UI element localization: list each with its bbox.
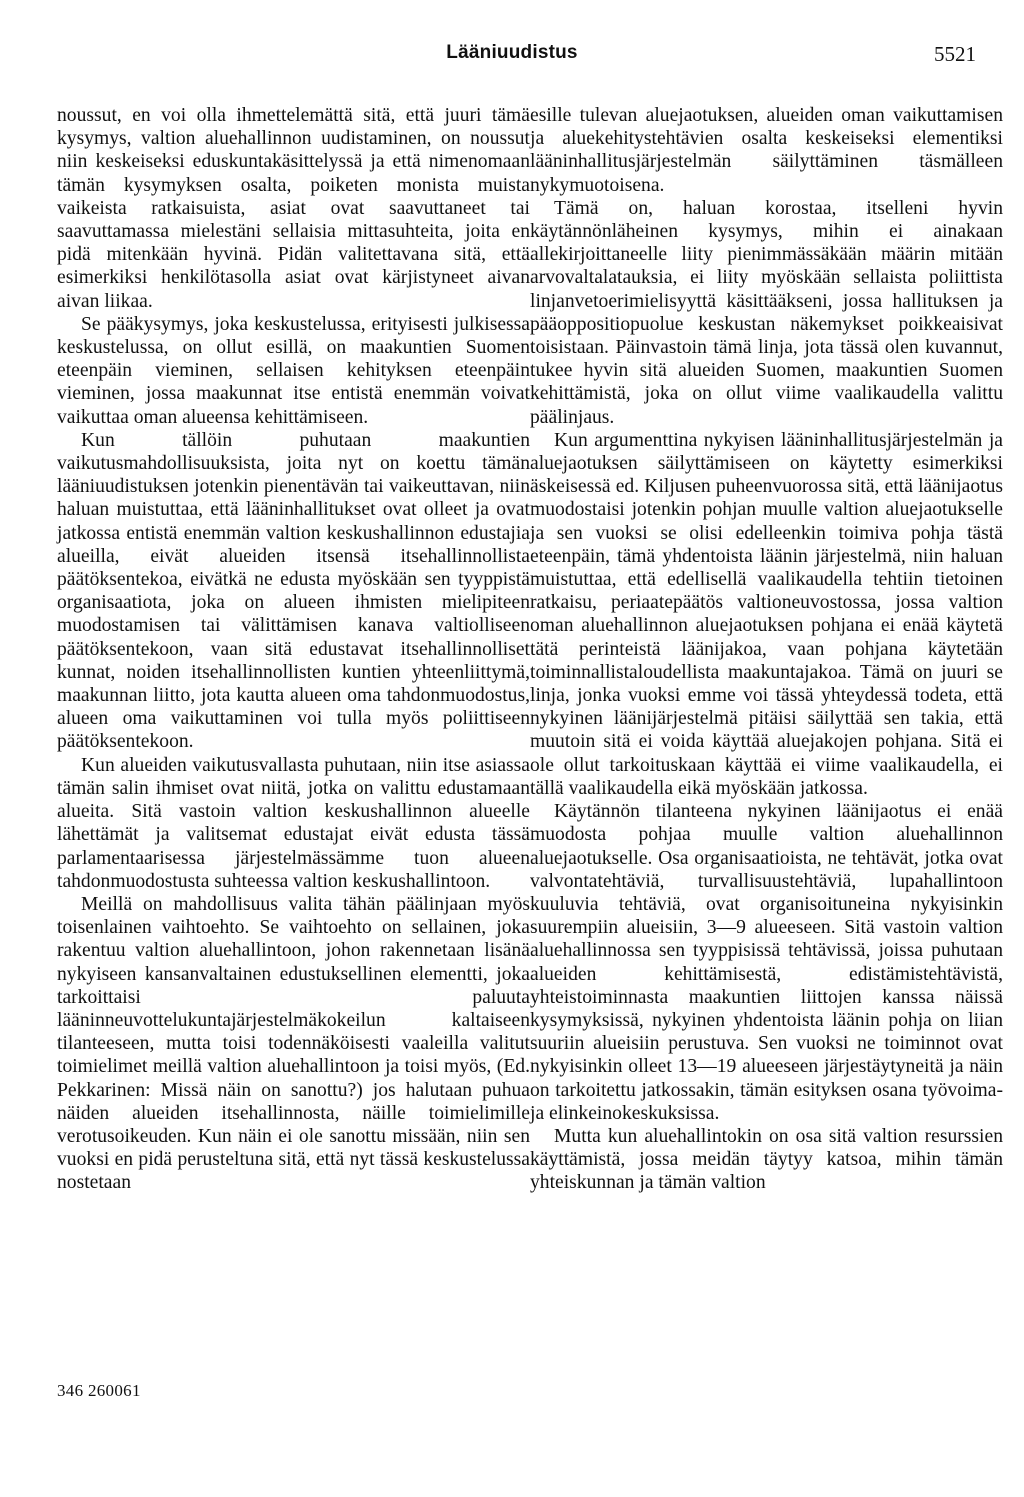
paragraph: esille tulevan aluejaotuksen, alueiden oman vaikuttamisen ja aluekehitystehtävien osalta keskeiseksi elementiksi lääninhallitusjärjestelmän säilyttäminen täsmälleen nykymuotoisena. [530, 105, 1003, 196]
right-column [530, 104, 1003, 1195]
paragraph: Käytännön tilanteena nykyinen läänijaotus ei enää muodosta pohjaa muulle valtion aluehallinnon aluejaotukselle. Osa organisaatioista, ne tehtävät, jotka ovat valvontatehtäviä, turvallisuustehtäviä, lupahallintoon kuuluvia tehtäviä, ovat organisoituneina nykyisinkin suurempiin alueisiin, 3—9 alueeseen. Sitä vastoin valtion aluehallinnossa sen tyyppisissä tehtävissä, joissa puhutaan alueiden kehittämisestä, edistämistehtävistä, yhteistoiminnasta maakuntien liittojen kanssa näissä kysymyksissä, nykyinen yhdentoista läänin pohja on liian suuriin alueisiin perustuva. Sen vuoksi ne toiminnot ovat nykyisinkin olleet 13—19 alueeseen järjestäytyneitä ja näin on tarkoitettu jatkossakin, tämän esityksen osana työvoima- ja elinkeinokeskuksissa. [530, 801, 1003, 1124]
page-number: 5521 [934, 42, 976, 66]
paragraph: Kun tällöin puhutaan maakuntien vaikutusmahdollisuuksista, joita nyt on koettu tämän lääniuudistuksen jotenkin pienentävän tai vaikeuttavan, niin haluan muistuttaa, että lääninhallitukset ovat olleet ja ovat jatkossa entistä enemmän valtion keskushallinnon edustajia alueilla, eivät alueiden itsensä itsehallinnollista päätöksentekoa, eivätkä ne edusta myöskään sen tyyppistä organisaatiota, joka on alueen ihmisten mielipiteen muodostamisen tai välittämisen kanava valtiolliseen päätöksentekoon, vaan sitä edustavat itsehallinnolliset kunnat, noiden itsehallinnollisten kuntien yhteenliittymä, maakunnan liitto, jota kautta alueen oma tahdonmuodostus, alueen oma vaikuttaminen voi tulla myös poliittiseen päätöksentekoon. [57, 429, 530, 753]
paragraph: noussut, en voi olla ihmettelemättä sitä, että juuri tämä kysymys, valtion aluehallinnon uudistaminen, on noussut niin keskeiseksi eduskuntakäsittelyssä ja että nimenomaan tämän kysymyksen osalta, poiketen monista muista vaikeista ratkaisuista, asiat ovat saavuttaneet tai saavuttamassa mielestäni sellaisia mittasuhteita, joita en pidä mitenkään hyvinä. Pidän valitettavana sitä, että esimerkiksi henkilötasolla asiat ovat kärjistyneet aivan aivan liikaa. [57, 105, 530, 312]
paragraph: Kun alueiden vaikutusvallasta puhutaan, niin itse asiassa tämän salin ihmiset ovat niitä, jotka on valittu edustamaan alueita. Sitä vastoin valtion keskushallinnon alueelle lähettämät ja valitsemat edustajat eivät edusta tässä parlamentaarisessa järjestelmässämme tuon alueen tahdonmuodostusta suhteessa valtion keskushallintoon. [57, 754, 530, 892]
paragraph: Kun argumenttina nykyisen lääninhallitusjärjestelmän ja aluejaotuksen säilyttämiseen on käytetty esimerkiksi äskeisessä ed. Kiljusen puheenvuorossa sitä, että läänijaotus muodostaisi jotenkin pohjan muulle valtion aluejaotukselle ja sen vuoksi se olisi edelleenkin toimiva pohja tästä eteenpäin, tämä yhdentoista läänin järjestelmä, niin haluan muistuttaa, että edellisellä vaalikaudella tehtiin tietoinen ratkaisu, periaatepäätös valtioneuvostossa, jossa valtion oman aluehallinnon aluejaotuksen pohjana ei enää käytetä tätä perinteistä läänijakoa, vaan pohjana käytetään toiminnallistaloudellista maakuntajakoa. Tämä on juuri se linja, jonka vuoksi emme voi tässä yhteydessä todeta, että nykyinen läänijärjestelmä pitäisi säilyttää sen takia, että muutoin sitä ei voida käyttää aluejakojen pohjana. Sitä ei ole ollut tarkoituskaan käyttää ei viime vaalikaudella, ei tällä vaalikaudella eikä myöskään jatkossa. [530, 429, 1003, 799]
paragraph: Tämä on, haluan korostaa, itselleni hyvin käytännönläheinen kysymys, mihin ei ainakaan allekirjoittaneelle liity pienimmässäkään määrin mitään arvovaltalatauksia, ei liity myöskään sellaista poliittista linjanvetoerimielisyyttä käsittääkseni, jossa hallituksen ja pääoppositiopuolue keskustan näkemykset poikkeaisivat toisistaan. Päinvastoin tämä linja, jota tässä olen kuvannut, tukee hyvin sitä alueiden Suomen, maakuntien Suomen kehittämistä, joka on ollut viime vaalikaudella valittu päälinjaus. [530, 197, 1003, 428]
print-code: 346 260061 [57, 1381, 141, 1400]
running-title: Lääniuudistus [446, 42, 578, 63]
paragraph: Mutta kun aluehallintokin on osa sitä valtion resurssien käyttämistä, jossa meidän täytyy katsoa, mihin tämän yhteiskunnan ja tämän valtion [530, 1125, 1003, 1194]
left-column [57, 104, 530, 1195]
paragraph: Meillä on mahdollisuus valita tähän päälinjaan myös toisenlainen vaihtoehto. Se vaihtoehto on sellainen, joka rakentuu valtion aluehallintoon, johon rakennetaan lisänä nykyiseen kansanvaltainen edustuksellinen elementti, joka tarkoittaisi paluuta lääninneuvottelukuntajärjestelmäkokeilun kaltaiseen tilanteeseen, mutta toisi todennäköisesti vaaleilla valitut toimielimet meillä valtion aluehallintoon ja toisi myös, (Ed. Pekkarinen: Missä näin on sanottu?) jos halutaan puhua näiden alueiden itsehallinnosta, näille toimielimille verotusoikeuden. Kun näin ei ole sanottu missään, niin sen vuoksi en pidä perusteltuna sitä, että nyt tässä keskustelussa nostetaan [57, 893, 530, 1194]
paragraph: Se pääkysymys, joka keskustelussa, erityisesti julkisessa keskustelussa, on ollut esillä, on maakuntien Suomen eteenpäin vieminen, sellaisen kehityksen eteenpäin vieminen, jossa maakunnat itse entistä enemmän voivat vaikuttaa oman alueensa kehittämiseen. [57, 313, 530, 428]
page-header [0, 42, 1024, 72]
